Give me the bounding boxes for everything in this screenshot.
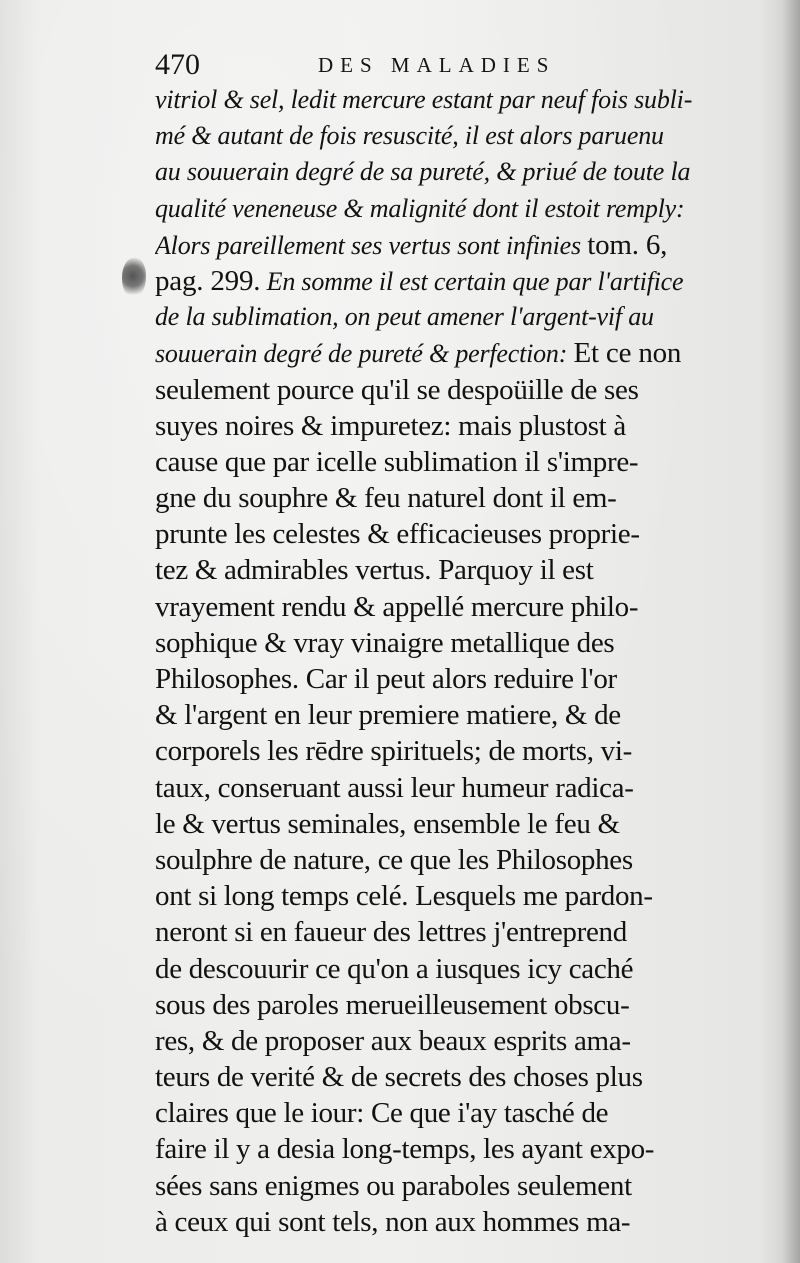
page-edge-shadow [782,0,800,1263]
text-line-5 [155,227,767,263]
text-line-6-italic: En somme il est certain que par l'artifice [266,266,684,296]
text-line-30: faire il y a desia long-temps, les ayant expo- [155,1133,655,1166]
text-line-26: sous des paroles merueilleusement obscu- [155,988,630,1021]
text-line-9: seulement pource qu'il se despoüille de ses [155,373,639,406]
text-line-4: qualité veneneuse & malignité dont il estoit remply: [155,193,685,223]
page-header [155,46,595,84]
text-line-32: à ceux qui sont tels, non aux hommes ma- [155,1205,631,1238]
text-line-24: neront si en faueur des lettres j'entreprend [155,916,627,949]
text-line-27: res, & de proposer aux beaux esprits ama- [155,1024,631,1057]
body-text [155,82,767,1240]
text-line-21: le & vertus seminales, ensemble le feu & [155,807,620,840]
text-line-23: ont si long temps celé. Lesquels me pardon- [155,880,653,913]
text-line-14: tez & admirables vertus. Parquoy il est [155,554,594,587]
text-line-25: de descouurir ce qu'on a iusques icy caché [155,952,634,985]
citation-volume: tom. 6, [587,228,668,261]
text-line-1: vitriol & sel, ledit mercure estant par neuf fois subli- [155,85,693,114]
text-line-13: prunte les celestes & efficacieuses proprie- [155,518,640,551]
text-line-3: au souuerain degré de sa pureté, & priué de toute la [155,157,691,187]
text-line-6 [155,263,767,299]
text-line-22: soulphre de nature, ce que les Philosophes [155,843,633,876]
text-line-8-roman: Et ce non [573,337,682,370]
running-head: DES MALADIES [318,53,556,77]
text-line-18: & l'argent en leur premiere matiere, & de [155,699,621,732]
citation-page: pag. 299. [155,264,261,297]
text-line-17: Philosophes. Car il peut alors reduire l'or [155,663,617,695]
text-line-8-italic: souuerain degré de pureté & perfection: [155,339,568,369]
page-number: 470 [155,48,200,81]
text-line-12: gne du souphre & feu naturel dont il em- [155,482,617,515]
text-line-19: corporels les rēdre spirituels; de morts, vi- [155,735,632,768]
ink-stain [122,258,146,298]
text-line-29: claires que le iour: Ce que i'ay tasché de [155,1097,609,1130]
text-line-2: mé & autant de fois resuscité, il est alors paruenu [155,121,664,151]
text-line-16: sophique & vray vinaigre metallique des [155,626,615,659]
text-line-15: vrayement rendu & appellé mercure philo- [155,590,639,623]
text-line-28: teurs de verité & de secrets des choses plus [155,1061,643,1094]
text-line-11: cause que par icelle sublimation il s'impre- [155,445,639,478]
text-line-20: taux, conseruant aussi leur humeur radica- [155,771,634,804]
text-line-7: de la sublimation, on peut amener l'argent-vif au [155,302,654,332]
text-line-8 [155,335,767,371]
text-line-5-italic: Alors pareillement ses vertus sont infinies [155,230,581,260]
text-line-10: suyes noires & impuretez: mais plustost à [155,409,626,442]
text-line-31: sées sans enigmes ou paraboles seulement [155,1169,632,1202]
